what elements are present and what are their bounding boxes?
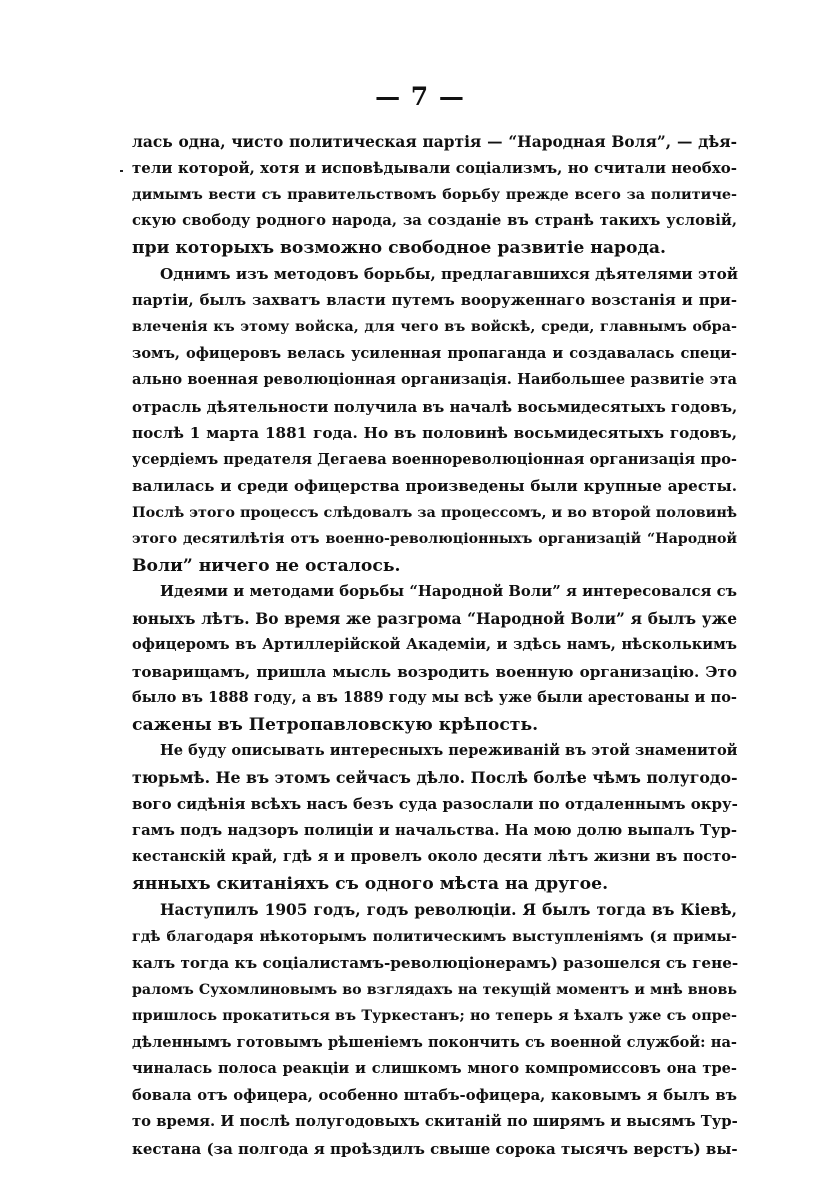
text-line: зомъ, офицеровъ велась усиленная пропаганда и создавалась специ-: [132, 345, 737, 362]
text-line: кестана (за полгода я проѣздилъ свыше сорока тысячъ верстъ) вы-: [132, 1140, 738, 1158]
text-line: отрасль дѣятельности получила въ началѣ восьмидесятыхъ годовъ,: [132, 398, 738, 416]
text-line: вого сидѣнія всѣхъ насъ безъ суда разослали по отдаленнымъ окру-: [132, 795, 738, 813]
text-line: валилась и среди офицерства произведены были крупные аресты.: [132, 477, 737, 495]
text-line: послѣ 1 марта 1881 года. Но въ половинѣ восьмидесятыхъ годовъ,: [132, 424, 737, 442]
text-line: скую свободу родного народа, за созданіе въ странѣ такихъ условій,: [132, 212, 737, 229]
text-line: бовала отъ офицера, особенно штабъ-офицера, каковымъ я былъ въ: [132, 1087, 737, 1104]
text-line: было въ 1888 году, а въ 1889 году мы всѣ уже были арестованы и по-: [132, 689, 737, 706]
text-line: Однимъ изъ методовъ борьбы, предлагавшихся дѣятелями этой: [160, 265, 739, 283]
text-line: партіи, былъ захватъ власти путемъ вооруженнаго возстанія и при-: [132, 292, 737, 309]
text-line: влеченія къ этому войска, для чего въ войскѣ, среди, главнымъ обра-: [132, 318, 737, 335]
text-line: Идеями и методами борьбы “Народной Воли” я интересовался съ: [160, 583, 737, 600]
text-line: офицеромъ въ Артиллерійской Академіи, и здѣсь намъ, нѣсколькимъ: [132, 636, 737, 653]
text-line: товарищамъ, пришла мысль возродить военную организацію. Это: [132, 663, 737, 681]
text-line: этого десятилѣтія отъ военно-революціонныхъ организацій “Народной: [132, 531, 737, 547]
text-line: пришлось прокатиться въ Туркестанъ; но теперь я ѣхалъ уже съ опре-: [132, 1007, 737, 1024]
text-line: то время. И послѣ полугодовыхъ скитаній по ширямъ и высямъ Тур-: [132, 1113, 738, 1130]
text-line: тели которой, хотя и исповѣдывали соціализмъ, но считали необхо-: [132, 159, 737, 177]
text-line: гамъ подъ надзоръ полиціи и начальства. На мою долю выпалъ Тур-: [132, 822, 737, 839]
text-line: тюрьмѣ. Не въ этомъ сейчасъ дѣло. Послѣ болѣе чѣмъ полугодо-: [132, 768, 738, 787]
text-line: Воли” ничего не осталось.: [132, 556, 401, 576]
text-line: кестанскій край, гдѣ я и провелъ около десяти лѣтъ жизни въ посто-: [132, 848, 737, 865]
text-line: янныхъ скитаніяхъ съ одного мѣста на другое.: [132, 874, 609, 894]
text-line: при которыхъ возможно свободное развитіе народа.: [132, 238, 667, 258]
text-line: Наступилъ 1905 годъ, годъ революціи. Я былъ тогда въ Кіевѣ,: [160, 901, 737, 919]
text-line: калъ тогда къ соціалистамъ-революціонерамъ) разошелся съ гене-: [132, 954, 739, 972]
text-line: дѣленнымъ готовымъ рѣшеніемъ покончить съ военной службой: на-: [132, 1034, 737, 1051]
text-line: Не буду описывать интересныхъ переживаній въ этой знаменитой: [160, 742, 738, 759]
text-line: ально военная революціонная организація. Наибольшее развитіе эта: [132, 371, 737, 388]
text-line: усердіемъ предателя Дегаева военнореволюціонная организація про-: [132, 451, 737, 468]
text-line: сажены въ Петропавловскую крѣпость.: [132, 715, 539, 735]
text-line: чиналась полоса реакціи и слишкомъ много компромиссовъ она тре-: [132, 1060, 737, 1077]
text-line: димымъ вести съ правительствомъ борьбу прежде всего за политиче-: [132, 186, 737, 203]
text-line: юныхъ лѣтъ. Во время же разгрома “Народной Воли” я былъ уже: [132, 610, 737, 628]
page-number: — 7 —: [375, 82, 465, 111]
text-line: раломъ Сухомлиновымъ во взглядахъ на текущій моментъ и мнѣ вновь: [132, 982, 737, 998]
text-line: гдѣ благодаря нѣкоторымъ политическимъ выступленіямъ (я примы-: [132, 928, 737, 945]
ink-mark: [120, 170, 123, 172]
text-line: лась одна, чисто политическая партія — “Народная Воля”, — дѣя-: [132, 133, 737, 151]
text-line: Послѣ этого процессъ слѣдовалъ за процессомъ, и во второй половинѣ: [132, 504, 737, 521]
